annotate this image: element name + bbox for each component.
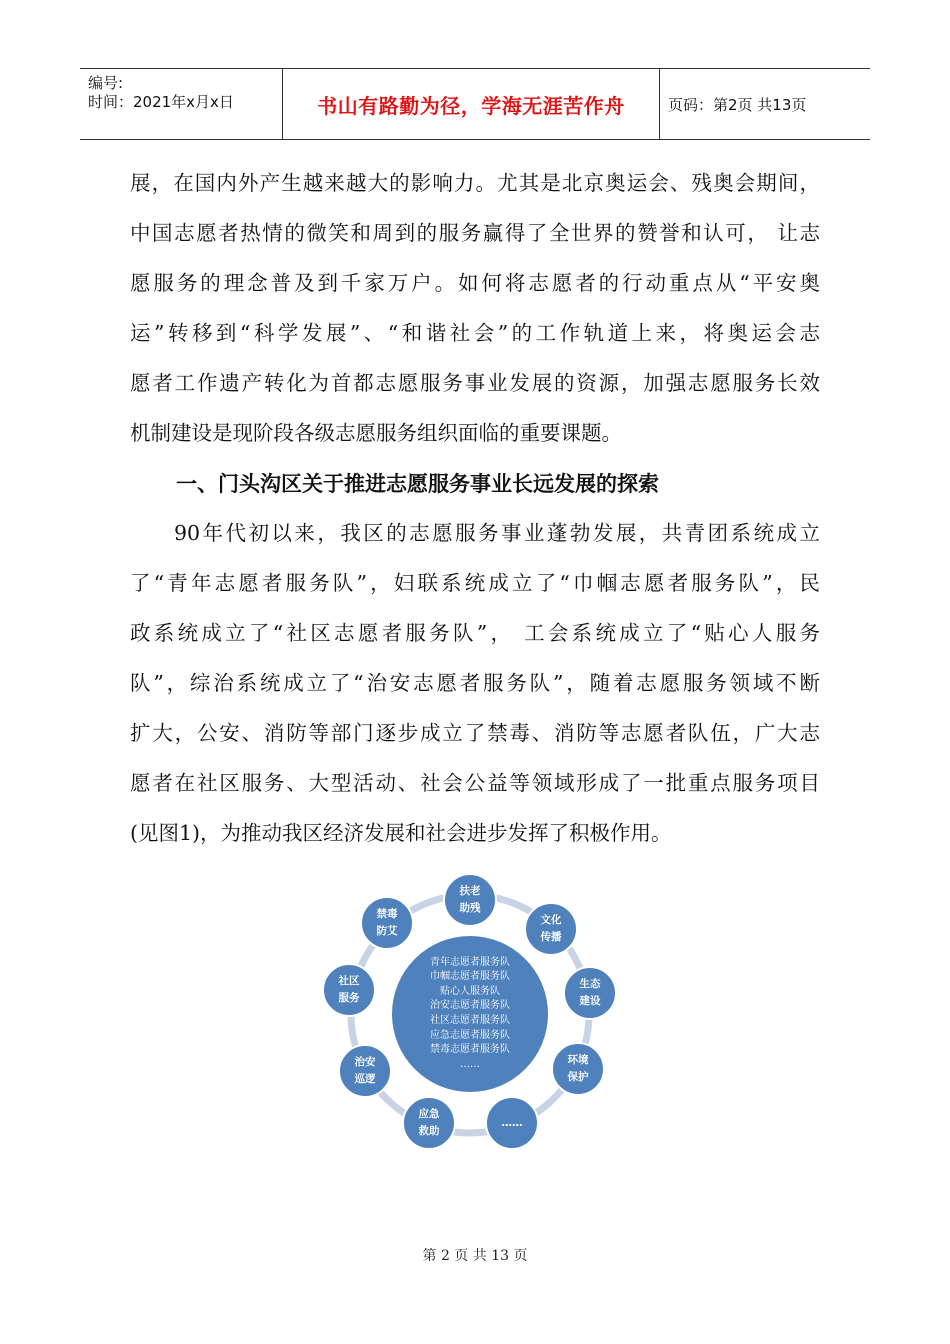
diagram-node bbox=[485, 1096, 539, 1150]
section-heading: 一、门头沟区关于推进志愿服务事业长远发展的探索 bbox=[176, 472, 659, 496]
time-label: 时间：2021年x月x日 bbox=[88, 93, 234, 111]
node-label: 扶老 bbox=[459, 885, 481, 897]
node-label: 救助 bbox=[418, 1125, 440, 1137]
paragraph2-line: 90年代初以来，我区的志愿服务事业蓬勃发展，共青团系统成立 bbox=[174, 521, 820, 545]
volunteer-service-diagram bbox=[320, 868, 620, 1158]
node-label: 社区 bbox=[338, 975, 360, 987]
paragraph1-line: 中国志愿者热情的微笑和周到的服务赢得了全世界的赞誉和认可， 让志 bbox=[130, 221, 820, 245]
paragraph1-line: 机制建设是现阶段各级志愿服务组织面临的重要课题。 bbox=[130, 421, 622, 445]
node-label: 助残 bbox=[459, 902, 481, 914]
node-label: 环境 bbox=[567, 1054, 589, 1066]
paragraph2-line: (见图1)，为推动我区经济发展和社会进步发挥了积极作用。 bbox=[130, 821, 672, 845]
diagram-node bbox=[551, 1042, 605, 1096]
center-team-label: 巾帼志愿者服务队 bbox=[430, 971, 510, 983]
center-team-label: 应急志愿者服务队 bbox=[430, 1029, 510, 1041]
node-label: 治安 bbox=[354, 1056, 376, 1068]
center-team-label: …… bbox=[460, 1058, 480, 1070]
paragraph1-line: 愿者工作遗产转化为首都志愿服务事业发展的资源，加强志愿服务长效 bbox=[130, 371, 820, 395]
node-label: 建设 bbox=[579, 995, 601, 1007]
paragraph1-line: 愿服务的理念普及到千家万户。如何将志愿者的行动重点从“平安奥 bbox=[130, 271, 820, 295]
page-footer: 第 2 页 共 13 页 bbox=[422, 1248, 528, 1264]
node-label: 文化 bbox=[540, 914, 562, 926]
diagram-node bbox=[524, 902, 578, 956]
node-label: 服务 bbox=[338, 992, 360, 1004]
paragraph2-line: 政系统成立了“社区志愿者服务队”， 工会系统成立了“贴心人服务 bbox=[130, 621, 820, 645]
paragraph1-line: 运”转移到“科学发展”、“和谐社会”的工作轨道上来，将奥运会志 bbox=[130, 321, 820, 345]
diagram-node bbox=[322, 963, 376, 1017]
paragraph2-line: 了“青年志愿者服务队”，妇联系统成立了“巾帼志愿者服务队”，民 bbox=[130, 571, 820, 595]
node-label: …… bbox=[501, 1116, 523, 1129]
diagram-node bbox=[360, 896, 414, 950]
diagram-node bbox=[338, 1044, 392, 1098]
header-page-label: 页码：第2页 共13页 bbox=[668, 95, 807, 114]
node-label: 禁毒 bbox=[376, 908, 398, 920]
diagram-node bbox=[563, 966, 617, 1020]
node-label: 巡逻 bbox=[354, 1073, 376, 1085]
node-label: 应急 bbox=[418, 1108, 440, 1120]
node-label: 传播 bbox=[540, 931, 562, 943]
paragraph1-line: 展，在国内外产生越来越大的影响力。尤其是北京奥运会、残奥会期间， bbox=[130, 171, 820, 195]
node-label: 保护 bbox=[567, 1071, 589, 1083]
paragraph2-line: 愿者在社区服务、大型活动、社会公益等领域形成了一批重点服务项目 bbox=[130, 771, 820, 795]
diagram-node bbox=[402, 1096, 456, 1150]
paragraph2-line: 扩大，公安、消防等部门逐步成立了禁毒、消防等志愿者队伍，广大志 bbox=[130, 721, 820, 745]
center-team-label: 青年志愿者服务队 bbox=[430, 956, 510, 968]
center-team-label: 社区志愿者服务队 bbox=[430, 1015, 510, 1026]
header-info-cell bbox=[80, 69, 282, 139]
number-label: 编号: bbox=[88, 74, 124, 92]
diagram-center-circle bbox=[392, 936, 548, 1092]
node-label: 防艾 bbox=[376, 925, 398, 937]
center-team-label: 治安志愿者服务队 bbox=[430, 1000, 510, 1012]
diagram-node bbox=[443, 873, 497, 927]
document-header bbox=[80, 68, 870, 140]
center-team-label: 贴心人服务队 bbox=[440, 985, 500, 997]
center-team-label: 禁毒志愿者服务队 bbox=[430, 1044, 510, 1056]
header-motto: 书山有路勤为径，学海无涯苦作舟 bbox=[282, 69, 660, 139]
node-label: 生态 bbox=[579, 978, 601, 990]
paragraph2-line: 队”，综治系统成立了“治安志愿者服务队”，随着志愿服务领域不断 bbox=[130, 671, 820, 695]
